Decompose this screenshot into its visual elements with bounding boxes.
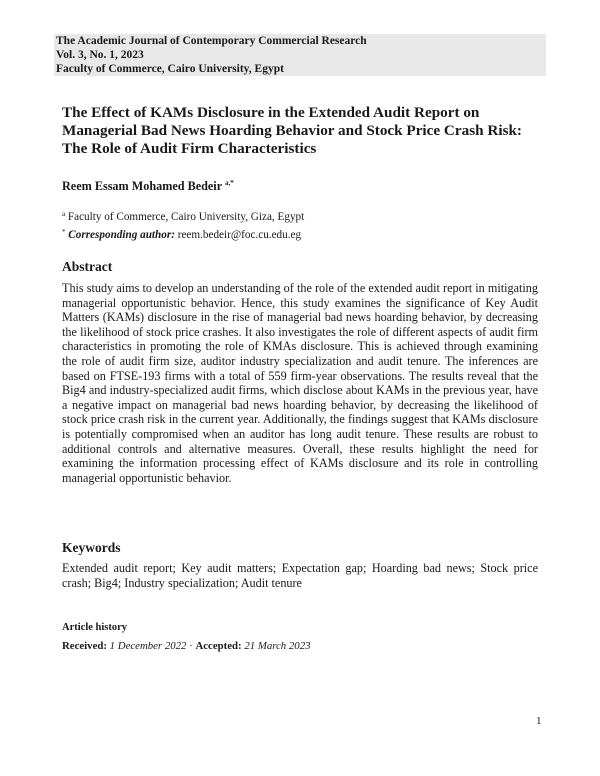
corresponding-email[interactable]: reem.bedeir@foc.cu.edu.eg <box>177 229 302 241</box>
affiliations <box>62 207 304 243</box>
affiliation-mark: a <box>62 210 66 218</box>
journal-header <box>54 34 546 76</box>
journal-volume: Vol. 3, No. 1, 2023 <box>56 49 144 61</box>
author-line <box>62 179 234 194</box>
article-history-heading: Article history <box>62 622 128 633</box>
accepted-label: Accepted: <box>195 640 242 652</box>
abstract-body: This study aims to develop an understanding of the role of the extended audit report in mitigating managerial opportunistic behavior. Hence, this study examines the significance of Key Audit Matters (KAMs) disclosure in the rise of managerial bad news hoarding behavior, by decreasing the likelihood of stock price crashes. It also investigates the role of different aspects of audit firm characteristics in promoting the role of KMAs disclosure. This is achieved through examining the role of audit firm size, auditor industry specialization and audit tenure. The inferences are based on FTSE-193 firms with a total of 559 firm-year observations. The results reveal that the Big4 and industry-specialized audit firms, which disclose about KAMs in the previous year, have a negative impact on managerial bad news hoarding behavior, by decreasing the likelihood of stock price crash risk in the current year. Additionally, the findings suggest that KAMs disclosure is potentially compromised when an auditor has long audit tenure. These results are robust to additional controls and alternative measures. Overall, these results highlight the need for examining the information processing effect of KAMs disclosure and its role in controlling managerial opportunistic behavior. <box>62 281 538 485</box>
keywords-body: Extended audit report; Key audit matters; Expectation gap; Hoarding bad news; Stock price crash; Big4; Industry specialization; Audit tenure <box>62 561 538 590</box>
accepted-date: 21 March 2023 <box>244 640 311 652</box>
affiliation-text: Faculty of Commerce, Cairo University, Giza, Egypt <box>67 211 305 223</box>
paper-title: The Effect of KAMs Disclosure in the Extended Audit Report on Managerial Bad News Hoarding Behavior and Stock Price Crash Risk: The Role of Audit Firm Characteristics <box>62 104 522 157</box>
corresponding-label: Corresponding author: <box>68 229 175 241</box>
article-history-dates <box>62 640 311 652</box>
corresponding-mark: * <box>62 228 66 236</box>
author-name: Reem Essam Mohamed Bedeir <box>62 179 222 193</box>
abstract-heading: Abstract <box>62 259 113 274</box>
journal-name: The Academic Journal of Contemporary Commercial Research <box>56 35 367 47</box>
affiliation-line <box>62 207 304 225</box>
received-date: 1 December 2022 <box>109 640 187 652</box>
author-marks: a,* <box>224 179 234 187</box>
history-separator: · <box>189 640 193 652</box>
keywords-heading: Keywords <box>62 540 121 555</box>
corresponding-line <box>62 225 304 243</box>
journal-institution: Faculty of Commerce, Cairo University, Egypt <box>56 63 284 75</box>
received-label: Received: <box>62 640 107 652</box>
page-number: 1 <box>536 715 542 727</box>
